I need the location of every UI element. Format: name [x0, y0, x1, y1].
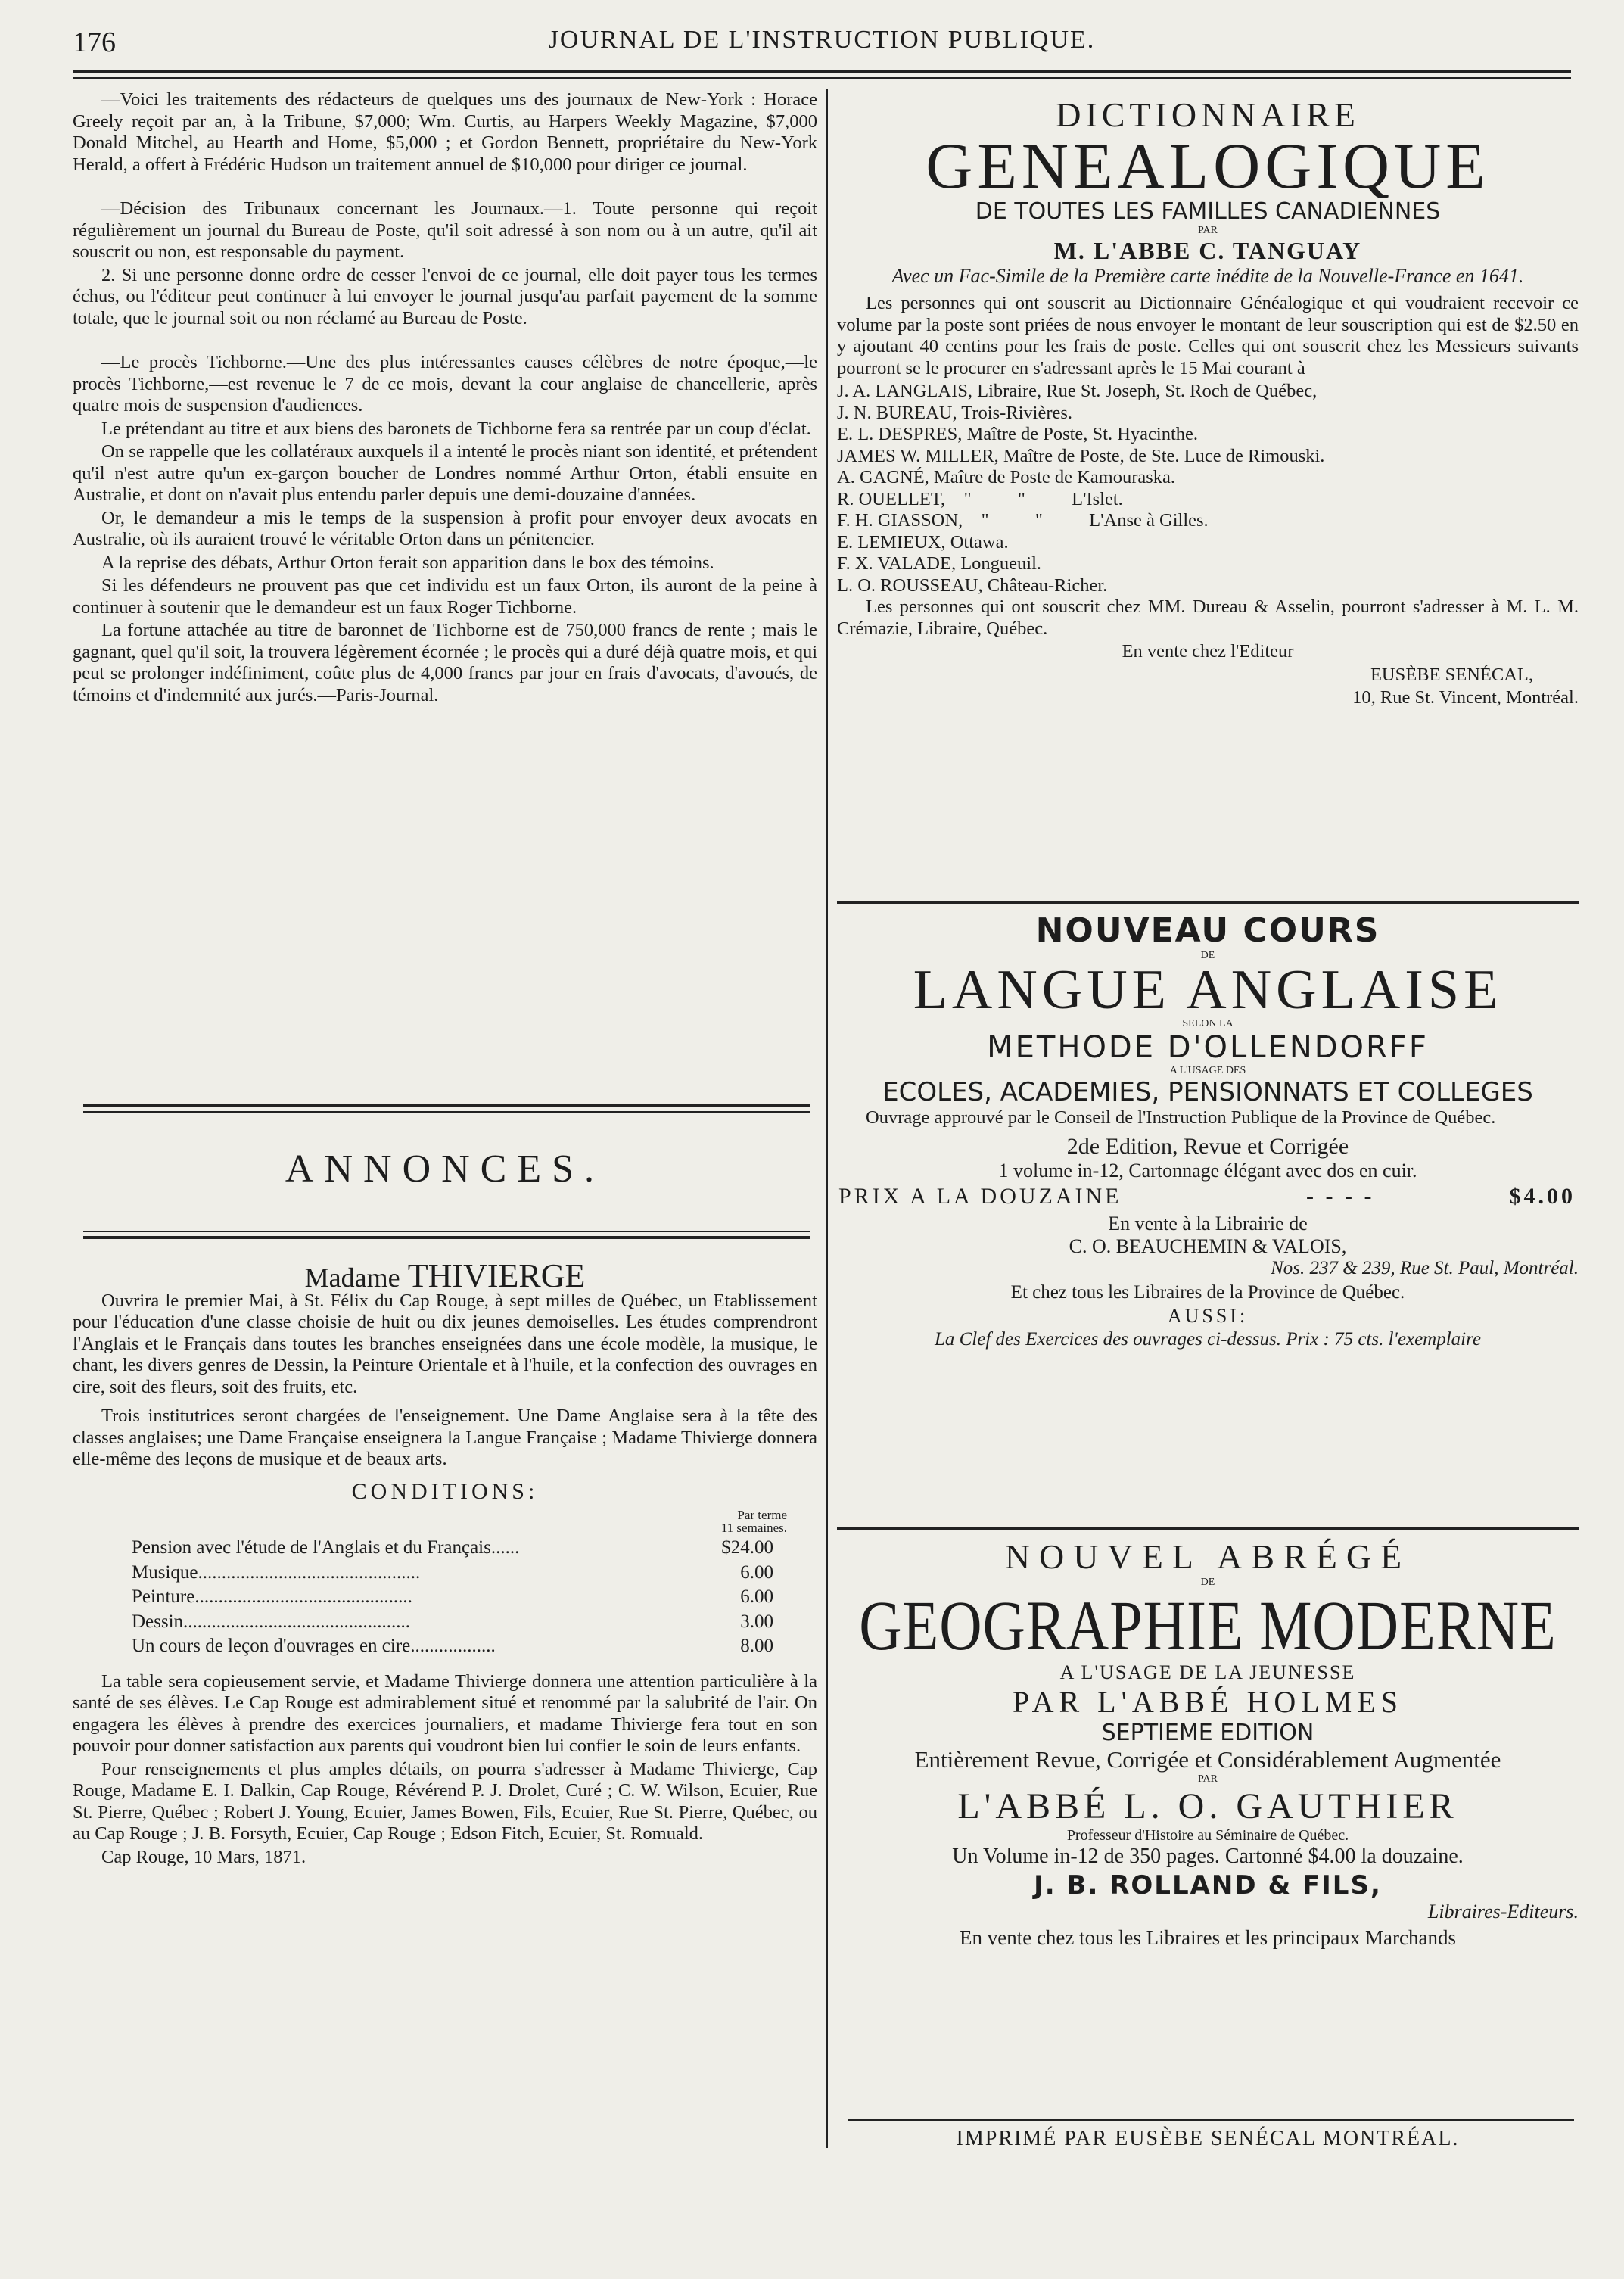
ad-author-2: L'ABBÉ L. O. GAUTHIER	[957, 1786, 1458, 1826]
news-paragraph: Or, le demandeur a mis le temps de la suspension à profit pour envoyer deux avocats en Australie, où ils auraient trouvé le véritable Orton dans un pénitencier.	[73, 507, 817, 550]
news-paragraph: Le prétendant au titre et aux biens des baronets de Tichborne fera sa rentrée par un coup d'éclat.	[101, 418, 811, 439]
imprint-rule	[848, 2119, 1574, 2121]
section-rule-thick	[83, 1236, 810, 1239]
list-item: J. A. LANGLAIS, Libraire, Rue St. Joseph, St. Roch de Québec,	[837, 381, 1318, 401]
condition-value: 6.00	[740, 1586, 773, 1607]
list-item: E. L. DESPRES, Maître de Poste, St. Hyacinthe.	[837, 424, 1199, 444]
ad-sale-all: Et chez tous les Libraires de la Province de Québec.	[1010, 1281, 1405, 1303]
thivierge-ad	[73, 1257, 817, 1870]
ad-edition: 2de Edition, Revue et Corrigée	[1066, 1133, 1349, 1159]
page-header	[73, 21, 1571, 59]
ad-method: METHODE D'OLLENDORFF	[987, 1030, 1429, 1065]
ad-usage: A L'USAGE DES	[1169, 1065, 1246, 1076]
table-row	[73, 1536, 817, 1561]
ad-title: NOUVEAU COURS	[1035, 911, 1380, 950]
price-dashes: - - - -	[1306, 1183, 1375, 1209]
ad-schools: ECOLES, ACADEMIES, PENSIONNATS ET COLLEGES	[882, 1077, 1533, 1107]
ad-publisher-role: Libraires-Editeurs.	[1427, 1901, 1579, 1923]
ad-aussi: AUSSI:	[1167, 1304, 1249, 1327]
condition-label: Un cours de leçon d'ouvrages en cire..................	[132, 1636, 496, 1656]
condition-value: 3.00	[740, 1611, 773, 1632]
ad-title-large: GENEALOGIQUE	[926, 129, 1490, 202]
news-paragraph: —Le procès Tichborne.—Une des plus intéressantes causes célèbres de notre époque,—le procès Tichborne,—est revenue le 7 de ce mois, devant la cour anglaise de chancellerie, après quatre mois de suspension d'audiences.	[73, 352, 817, 416]
condition-label: Peinture..............................................	[132, 1586, 412, 1607]
ad-title-large: GEOGRAPHIE MODERNE	[859, 1586, 1557, 1665]
annonces-title: ANNONCES.	[285, 1147, 605, 1191]
ad-sale: En vente chez l'Editeur	[1122, 641, 1294, 662]
list-item: J. N. BUREAU, Trois-Rivières.	[837, 402, 1073, 423]
table-row	[73, 1634, 817, 1659]
price-line	[837, 1182, 1579, 1213]
ad-paragraph: Trois institutrices seront chargées de l'enseignement. Une Dame Anglaise sera à la tête des classes anglaises; une Dame Française enseignera la Langue Française ; Madame Thivierge donnera elle-même des leçons de musique et de beaux arts.	[73, 1406, 817, 1469]
ad-selon: SELON LA	[1182, 1018, 1234, 1029]
header-rule	[73, 70, 1571, 73]
ad-paragraph: Les personnes qui ont souscrit chez MM. Dureau & Asselin, pourront s'adresser à M. L. M. Crémazie, Libraire, Québec.	[837, 596, 1579, 639]
list-item: R. OUELLET, " " L'Islet.	[837, 488, 1123, 509]
ad-usage: A L'USAGE DE LA JEUNESSE	[1059, 1661, 1356, 1683]
ad-divider	[837, 1527, 1579, 1530]
table-row	[73, 1585, 817, 1610]
condition-value: 8.00	[740, 1636, 773, 1656]
ad-clef: La Clef des Exercices des ouvrages ci-dessus. Prix : 75 cts. l'exemplaire	[934, 1328, 1482, 1350]
table-row	[73, 1507, 817, 1536]
term-header	[683, 1507, 817, 1536]
ad-de: DE	[1200, 1577, 1215, 1588]
news-paragraph: A la reprise des débats, Arthur Orton ferait son apparition dans le box des témoins.	[101, 552, 714, 573]
ad-publisher: J. B. ROLLAND & FILS,	[1034, 1870, 1382, 1901]
ad-revised: Entièrement Revue, Corrigée et Considérablement Augmentée	[914, 1746, 1501, 1773]
ad-paragraph: Pour renseignements et plus amples détails, on pourra s'adresser à Madame Thivierge, Cap Rouge, Madame E. I. Dalkin, Cap Rouge, Révérend P. J. Drolet, Curé ; C. W. Wilson, Ecuier, Rue St. Pierre, Québec ; Robert J. Young, Ecuier, James Bowen, Fils, Ecuier, Rue St. Pierre, Québec, ou au Cap Rouge ; J. B. Forsyth, Ecuier, Cap Rouge ; Edson Fitch, Ecuier, St. Romuald.	[73, 1758, 817, 1844]
ad-subtitle: DE TOUTES LES FAMILLES CANADIENNES	[975, 198, 1441, 225]
list-item: F. H. GIASSON, " " L'Anse à Gilles.	[837, 510, 1209, 531]
conditions-table	[73, 1507, 817, 1659]
ad-edition: SEPTIEME EDITION	[1101, 1720, 1314, 1746]
condition-value: $24.00	[721, 1537, 773, 1558]
dictionnaire-body	[837, 596, 1579, 709]
ad-paragraph: Les personnes qui ont souscrit au Dictionnaire Généalogique et qui voudraient recevoir ce volume par la poste sont priées de nous envoyer le montant de leur souscription qui est de $2.50 en y ajoutant 40 centins pour les frais de poste. Celles qui ont souscrit chez les Messieurs suivants pourront se le procurer en s'adressant après le 15 Mai courant à	[837, 293, 1579, 378]
term-header-line: Par terme	[737, 1508, 787, 1522]
header-rule-thin	[73, 77, 1571, 79]
conditions-title: CONDITIONS:	[351, 1478, 539, 1504]
journal-title: JOURNAL DE L'INSTRUCTION PUBLIQUE.	[548, 26, 1096, 54]
ad-professor: Professeur d'Histoire au Séminaire de Québec.	[1066, 1827, 1349, 1844]
ad-sale-all: En vente chez tous les Libraires et les principaux Marchands	[959, 1926, 1456, 1949]
thivierge-heading	[73, 1257, 817, 1294]
madame-prefix: Madame	[304, 1262, 400, 1293]
ad-title-large: LANGUE ANGLAISE	[913, 959, 1503, 1021]
list-item: A. GAGNÉ, Maître de Poste de Kamouraska.	[837, 467, 1176, 487]
ad-editor: EUSÈBE SENÉCAL,	[1370, 664, 1533, 685]
ad-de: DE	[1200, 950, 1215, 961]
ad-par: PAR	[1198, 1773, 1218, 1785]
condition-label: Pension avec l'étude de l'Anglais et du Français......	[132, 1537, 520, 1558]
ad-paragraph: La table sera copieusement servie, et Madame Thivierge donnera une attention particulière à la santé de ses élèves. Le Cap Rouge est admirablement situé et renommé par la salubrité de l'air. On engagera les élèves à prendre des exercices journaliers, et madame Thivierge fera tout en son pouvoir pour donner satisfaction aux parents qui voudront bien lui confier le soin de leurs enfants.	[73, 1670, 817, 1756]
ad-publisher: C. O. BEAUCHEMIN & VALOIS,	[1069, 1234, 1347, 1257]
cours-body	[837, 1107, 1579, 1129]
section-rule-thin	[83, 1111, 810, 1113]
news-paragraph: —Voici les traitements des rédacteurs de quelques uns des journaux de New-York : Horace Greely reçoit par an, à la Tribune, $7,000; Wm. Curtis, au Harpers Weekly Magazine, $7,000 Donald Mitchel, au Hearth and Home, $5,000 ; et Gordon Bennett, propriétaire du New-York Herald, a offert à Frédéric Hudson un traitement annuel de $10,000 pour diriger ce journal.	[73, 89, 817, 175]
dictionnaire-body	[837, 293, 1579, 379]
table-row	[73, 1610, 817, 1635]
cours-ad	[837, 911, 1579, 1350]
geographie-ad	[837, 1536, 1579, 1950]
ad-note: Avec un Fac-Simile de la Première carte inédite de la Nouvelle-France en 1641.	[891, 265, 1524, 287]
ad-paragraph: Ouvrage approuvé par le Conseil de l'Instruction Publique de la Province de Québec.	[866, 1107, 1496, 1128]
dictionnaire-ad	[837, 97, 1579, 711]
ad-volume: 1 volume in-12, Cartonnage élégant avec dos en cuir.	[998, 1159, 1417, 1182]
price-label: PRIX A LA DOUZAINE	[838, 1183, 1122, 1209]
table-row	[73, 1561, 817, 1586]
section-rule	[83, 1231, 810, 1232]
condition-label: Musique...............................................	[132, 1561, 421, 1583]
ad-title: DICTIONNAIRE	[1056, 95, 1360, 134]
ad-dateline: Cap Rouge, 10 Mars, 1871.	[101, 1846, 306, 1867]
news-paragraph: Si les défendeurs ne prouvent pas que cet individu est un faux Orton, ils auront de la peine à continuer à soutenir que le demandeur est un faux Roger Tichborne.	[73, 575, 817, 618]
column-divider	[826, 89, 828, 2148]
condition-value: 6.00	[740, 1561, 773, 1583]
page-number: 176	[73, 26, 116, 58]
list-item: E. LEMIEUX, Ottawa.	[837, 531, 1009, 553]
list-item: F. X. VALADE, Longueuil.	[837, 553, 1042, 574]
price-value: $4.00	[1509, 1183, 1576, 1209]
ad-author: M. L'ABBE C. TANGUAY	[1053, 237, 1362, 264]
term-header-line: 11 semaines.	[720, 1521, 787, 1535]
condition-label: Dessin................................................	[132, 1611, 411, 1632]
ad-address: Nos. 237 & 239, Rue St. Paul, Montréal.	[1271, 1257, 1579, 1278]
news-paragraph: La fortune attachée au titre de baronnet de Tichborne est de 750,000 francs de rente ; mais le gagnant, quel qu'il soit, la trouvera légèrement écornée ; le procès qui a duré déjà quatre mois, et qui peut se prolonger indéfiniment, coûte plus de 4,000 francs par jour en frais d'avocats, d'avoués, de témoins et d'indemnité aux jurés.—Paris-Journal.	[73, 620, 817, 705]
news-paragraph: —Décision des Tribunaux concernant les Journaux.—1. Toute personne qui reçoit régulièrement un journal du Bureau de Poste, qu'il soit adressé à son nom ou à un autre, qu'il ait souscrit ou non, est responsable du payment.	[73, 198, 817, 262]
madame-name: THIVIERGE	[407, 1257, 586, 1294]
ad-author: PAR L'ABBÉ HOLMES	[1013, 1685, 1403, 1719]
news-paragraph: 2. Si une personne donne ordre de cesser l'envoi de ce journal, elle doit payer tous les termes échus, ou l'éditeur peut continuer à lui envoyer le journal jusqu'au parfait payement de la somme totale, que le journal soit ou non réclamé au Bureau de Poste.	[73, 264, 817, 328]
ad-sale: En vente à la Librairie de	[1108, 1212, 1308, 1234]
news-column	[73, 89, 817, 876]
list-item: JAMES W. MILLER, Maître de Poste, de Ste. Luce de Rimouski.	[837, 445, 1325, 466]
ad-title: NOUVEL ABRÉGÉ	[1004, 1537, 1411, 1576]
subscriber-list	[837, 381, 1579, 596]
ad-divider	[837, 901, 1579, 904]
imprint: IMPRIMÉ PAR EUSÈBE SENÉCAL MONTRÉAL.	[956, 2127, 1460, 2150]
list-item: L. O. ROUSSEAU, Château-Richer.	[837, 574, 1108, 596]
ad-address: 10, Rue St. Vincent, Montréal.	[1352, 687, 1579, 708]
news-paragraph: On se rappelle que les collatéraux auxquels il a intenté le procès niant son identité, et prétendent qu'il n'est autre qu'un ex-garçon boucher de Londres nommé Arthur Orton, établi ensuite en Australie, et dont on n'avait plus entendu parler depuis une demi-douzaine d'années.	[73, 441, 817, 505]
ad-par: PAR	[1198, 225, 1218, 236]
ad-volume: Un Volume in-12 de 350 pages. Cartonné $4.00 la douzaine.	[952, 1845, 1464, 1868]
section-rule	[83, 1104, 810, 1107]
ad-paragraph: Ouvrira le premier Mai, à St. Félix du Cap Rouge, à sept milles de Québec, un Etablissement pour l'éducation d'une classe choisie de huit ou dix jeunes demoiselles. Les études comprendront l'Anglais et le Français dans toutes les branches enseignées dans une école modèle, la musique, le chant, les divers genres de Dessin, la Peinture Orientale et à l'huile, et la confection des ouvrages en cire, soit des fleurs, soit des fruits, etc.	[73, 1290, 817, 1397]
